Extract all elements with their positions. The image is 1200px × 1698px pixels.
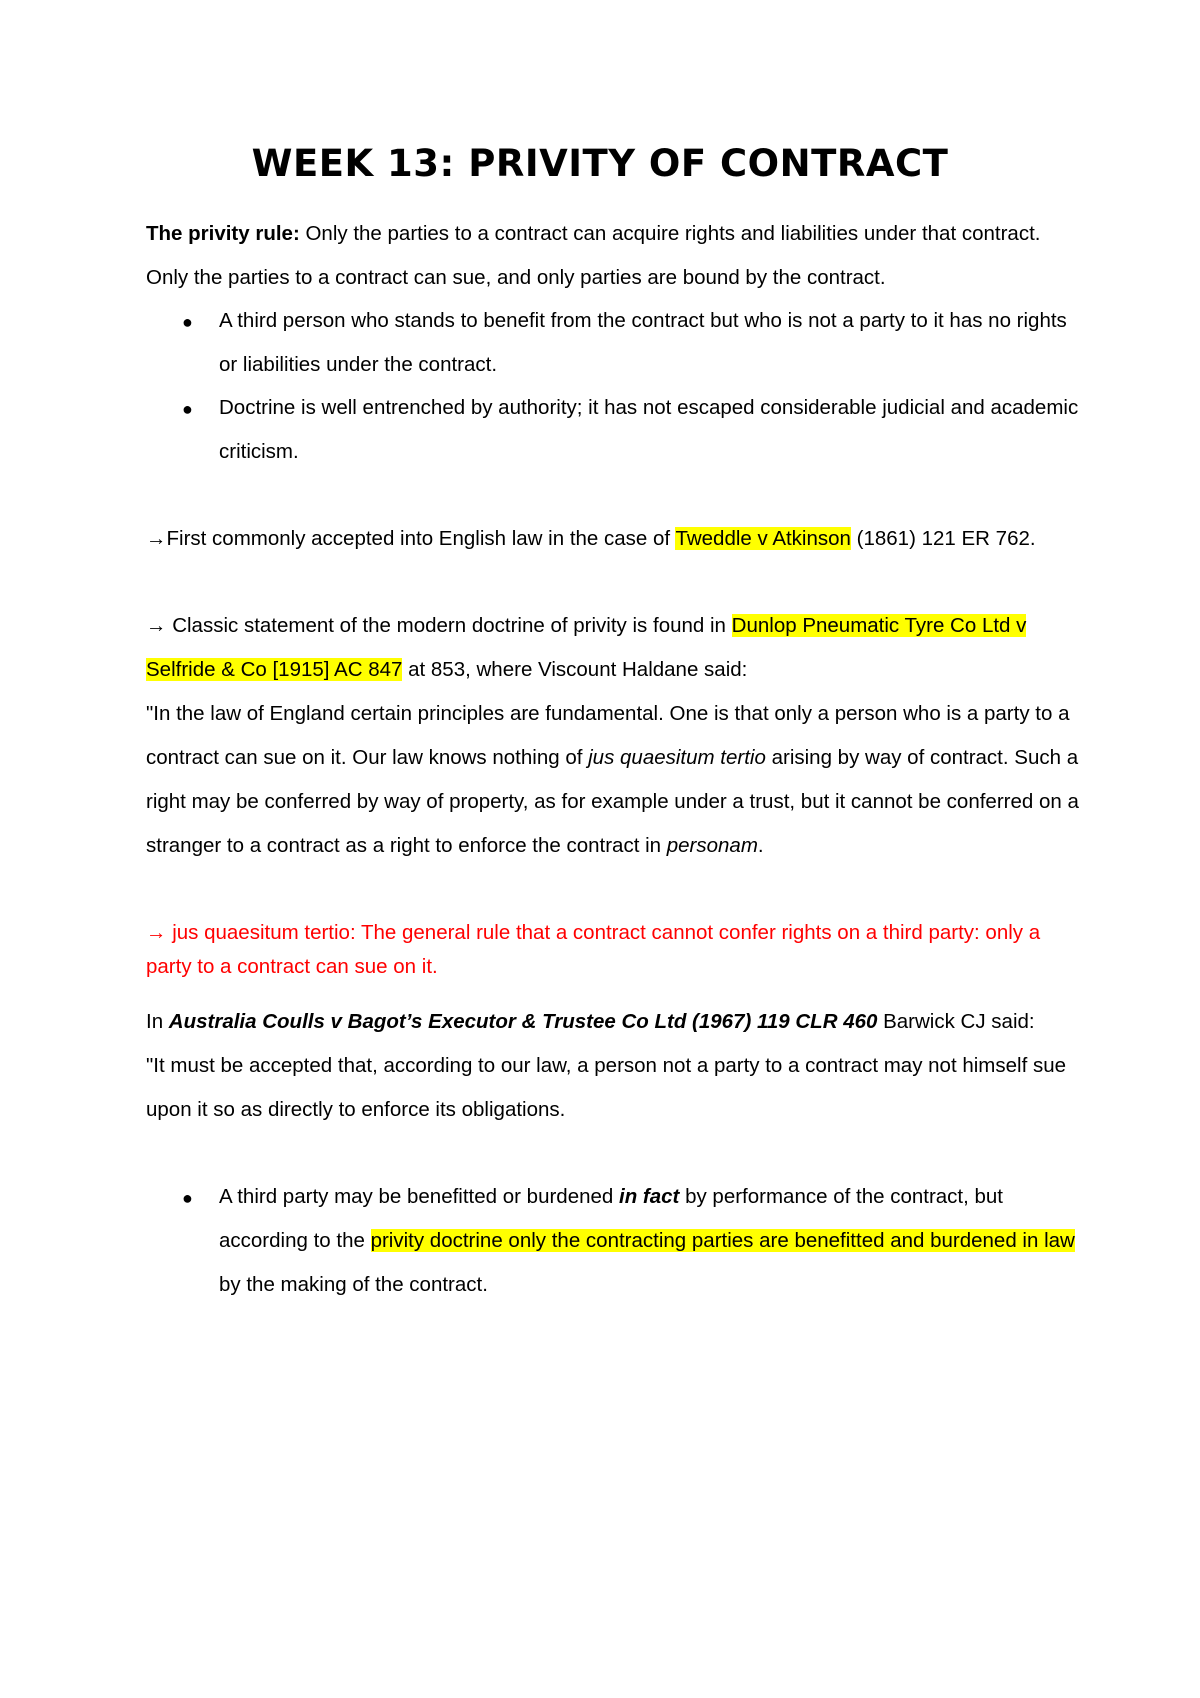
barwick-quote-line-2: upon it so as directly to enforce its obligations.	[146, 1098, 566, 1121]
arrow-icon: →	[146, 921, 167, 944]
haldane-quote-text: stranger to a contract as a right to enforce the contract in	[146, 834, 667, 857]
privity-rule-line-2: Only the parties to a contract can sue, and only parties are bound by the contract.	[146, 266, 886, 289]
tweddle-text-after: (1861) 121 ER 762.	[850, 527, 1036, 550]
bullet-doctrine-line-1: Doctrine is well entrenched by authority; it has not escaped considerable judicial and academic	[219, 396, 1079, 419]
jus-note-text: jus quaesitum tertio: The general rule that a contract cannot confer rights on a third party: only a	[166, 921, 1041, 944]
barwick-quote-line-1: "It must be accepted that, according to our law, a person not a party to a contract may not himself sue	[146, 1054, 1067, 1077]
bullet-icon: ●	[182, 312, 193, 332]
bullet-third-party-text: A third party may be benefitted or burdened	[219, 1185, 620, 1208]
dunlop-line-2	[146, 658, 747, 682]
jus-note-line-1	[146, 921, 1040, 945]
coulls-prefix: In	[146, 1010, 169, 1033]
dunlop-text-before: Classic statement of the modern doctrine of privity is found in	[166, 614, 732, 637]
bullet-icon: ●	[182, 1188, 193, 1208]
bullet-third-party-text: according to the	[219, 1229, 371, 1252]
dunlop-case-highlight-1: Dunlop Pneumatic Tyre Co Ltd v	[731, 614, 1027, 637]
haldane-quote-text: .	[757, 834, 764, 857]
bullet-third-party-line-3: by the making of the contract.	[219, 1273, 488, 1296]
privity-doctrine-highlight: privity doctrine only the contracting parties are benefitted and burdened in law	[370, 1229, 1075, 1252]
bullet-third-party-text: by performance of the contract, but	[679, 1185, 1004, 1208]
privity-rule-text: Only the parties to a contract can acquire rights and liabilities under that contract.	[299, 222, 1041, 245]
bullet-third-person-line-2: or liabilities under the contract.	[219, 353, 498, 376]
tweddle-text-before: First commonly accepted into English law in the case of	[166, 527, 676, 550]
bullet-third-person-line-1: A third person who stands to benefit from the contract but who is not a party to it has no rights	[219, 309, 1067, 332]
privity-rule-line-1	[146, 222, 1040, 246]
haldane-quote-text: arising by way of contract. Such a	[765, 746, 1079, 769]
bullet-third-party-line-2	[219, 1229, 1075, 1253]
dunlop-case-highlight-2: Selfride & Co [1915] AC 847	[146, 658, 403, 681]
coulls-case-citation: Australia Coulls v Bagot’s Executor & Trustee Co Ltd (1967) 119 CLR 460	[168, 1010, 878, 1033]
personam-italic: personam	[666, 834, 758, 857]
bullet-icon: ●	[182, 399, 193, 419]
bullet-third-party-line-1	[219, 1185, 1003, 1209]
in-fact-emphasis: in fact	[619, 1185, 680, 1208]
dunlop-line-1	[146, 614, 1026, 638]
tweddle-paragraph	[146, 527, 1036, 551]
arrow-icon: →	[146, 614, 167, 637]
privity-rule-label: The privity rule:	[146, 222, 300, 245]
page-title: WEEK 13: PRIVITY OF CONTRACT	[251, 142, 949, 185]
bullet-doctrine-line-2: criticism.	[219, 440, 299, 463]
coulls-line	[146, 1010, 1035, 1034]
haldane-quote-text: contract can sue on it. Our law knows nothing of	[146, 746, 589, 769]
haldane-quote-line-2	[146, 746, 1078, 770]
jus-quaesitum-tertio-italic: jus quaesitum tertio	[588, 746, 766, 769]
coulls-suffix: Barwick CJ said:	[877, 1010, 1035, 1033]
arrow-icon: →	[146, 527, 167, 550]
dunlop-text-after: at 853, where Viscount Haldane said:	[402, 658, 748, 681]
jus-note-line-2: party to a contract can sue on it.	[146, 955, 438, 978]
haldane-quote-line-4	[146, 834, 764, 858]
haldane-quote-line-1: "In the law of England certain principles are fundamental. One is that only a person who is a party to a	[146, 702, 1070, 725]
tweddle-case-highlight: Tweddle v Atkinson	[675, 527, 851, 550]
haldane-quote-line-3: right may be conferred by way of property, as for example under a trust, but it cannot be conferred on a	[146, 790, 1079, 813]
